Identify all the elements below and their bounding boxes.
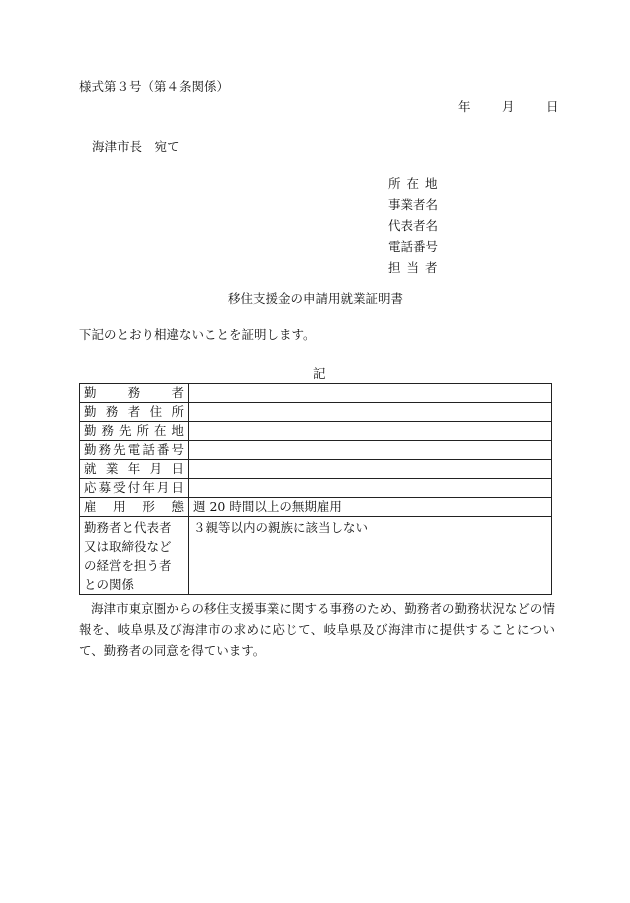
issuer-company-label: 事業者名 (388, 197, 439, 212)
table-row (80, 498, 552, 517)
date-year: 年 (458, 99, 471, 114)
addressee: 海津市長 宛て (92, 139, 180, 154)
table-row (80, 441, 552, 460)
relation-label-line: の経営を担う者 (84, 558, 172, 573)
ki-heading: 記 (313, 366, 326, 381)
table-row-relation (80, 517, 552, 595)
row-value (189, 403, 552, 422)
row-label (80, 441, 189, 460)
issuer-address-label: 所在地 (388, 176, 444, 191)
consent-notice: 海津市東京圏からの移住支援事業に関する事務のため、勤務者の勤務状況などの情報を、岐阜県及び海津市の求めに応じて、岐阜県及び海津市に提供することについて、勤務者の同意を得ています。 (79, 601, 555, 658)
label-text: 応 募 受 付 年 月 日 (84, 480, 184, 495)
row-value: 週 20 時間以上の無期雇用 (189, 498, 552, 517)
table-row (80, 460, 552, 479)
table-row (80, 422, 552, 441)
relation-label (80, 517, 189, 595)
label-text: 勤 務 者 (84, 385, 184, 400)
issuer-phone-label: 電話番号 (388, 239, 439, 254)
row-value (189, 422, 552, 441)
date-line (458, 99, 559, 115)
date-month: 月 (502, 99, 515, 114)
relation-label-line: 勤務者と代表者 (84, 520, 172, 535)
issuer-block (388, 176, 444, 281)
label-text: 勤 務 先 電 話 番 号 (84, 442, 184, 457)
relation-label-line: 又は取締役など (84, 539, 172, 554)
table-row (80, 479, 552, 498)
table-row (80, 403, 552, 422)
row-label (80, 460, 189, 479)
issuer-contact-label: 担当者 (388, 260, 444, 275)
form-number: 様式第３号（第４条関係） (79, 79, 230, 94)
table-row (80, 384, 552, 403)
certificate-table (79, 383, 552, 595)
row-label (80, 384, 189, 403)
relation-label-line: との関係 (84, 577, 135, 592)
date-day: 日 (546, 99, 559, 114)
issuer-representative-label: 代表者名 (388, 218, 439, 233)
row-value (189, 479, 552, 498)
label-text: 雇 用 形 態 (84, 499, 184, 514)
document-title: 移住支援金の申請用就業証明書 (228, 291, 404, 306)
relation-value: ３親等以内の親族に該当しない (189, 517, 552, 595)
label-text: 勤 務 先 所 在 地 (84, 423, 184, 438)
row-value (189, 441, 552, 460)
label-text: 勤 務 者 住 所 (84, 404, 184, 419)
row-value (189, 460, 552, 479)
row-label (80, 498, 189, 517)
row-label (80, 422, 189, 441)
lead-statement: 下記のとおり相違ないことを証明します。 (79, 327, 316, 342)
label-text: 就 業 年 月 日 (84, 461, 184, 476)
row-label (80, 403, 189, 422)
row-label (80, 479, 189, 498)
row-value (189, 384, 552, 403)
